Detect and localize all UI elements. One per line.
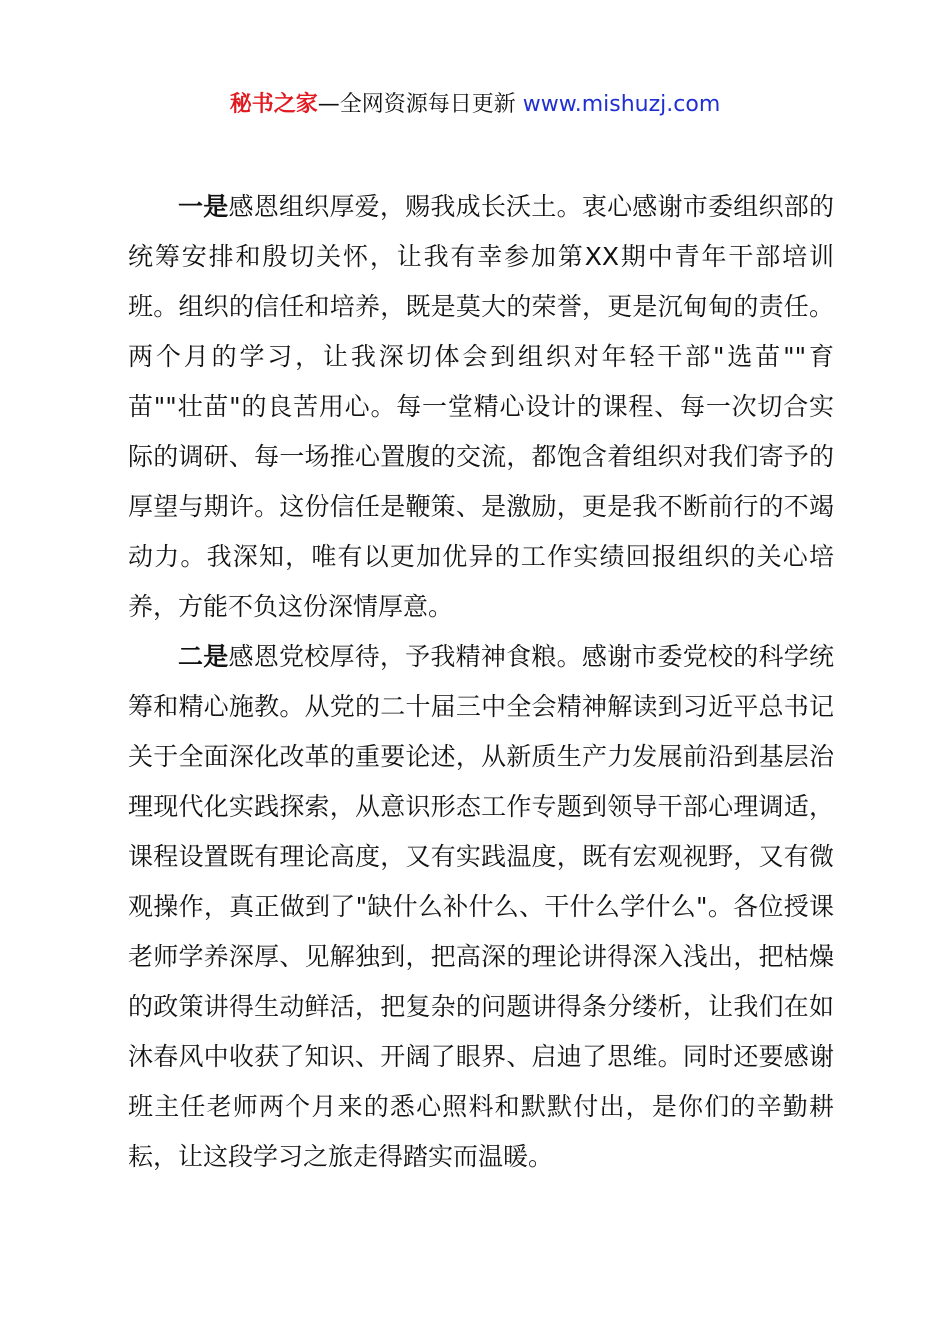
paragraph-2-lead: 二是 [178,642,229,671]
paragraph-1 [128,182,834,632]
document-body [128,182,834,1182]
paragraph-2 [128,632,834,1182]
site-header [0,88,950,122]
site-url-link[interactable]: www.mishuzj.com [522,92,721,117]
header-tagline: —全网资源每日更新 [317,92,516,117]
paragraph-2-text: 感恩党校厚待，予我精神食粮。感谢市委党校的科学统筹和精心施教。从党的二十届三中全会精神解读到习近平总书记关于全面深化改革的重要论述，从新质生产力发展前沿到基层治理现代化实践探索，从意识形态工作专题到领导干部心理调适，课程设置既有理论高度，又有实践温度，既有宏观视野，又有微观操作，真正做到了"缺什么补什么、干什么学什么"。各位授课老师学养深厚、见解独到，把高深的理论讲得深入浅出，把枯燥的政策讲得生动鲜活，把复杂的问题讲得条分缕析，让我们在如沐春风中收获了知识、开阔了眼界、启迪了思维。同时还要感谢班主任老师两个月来的悉心照料和默默付出，是你们的辛勤耕耘，让这段学习之旅走得踏实而温暖。 [128,642,834,1171]
brand-name: 秘书之家 [229,92,318,117]
paragraph-1-text: 感恩组织厚爱，赐我成长沃土。衷心感谢市委组织部的统筹安排和殷切关怀，让我有幸参加第XX期中青年干部培训班。组织的信任和培养，既是莫大的荣誉，更是沉甸甸的责任。两个月的学习，让我深切体会到组织对年轻干部"选苗""育苗""壮苗"的良苦用心。每一堂精心设计的课程、每一次切合实际的调研、每一场推心置腹的交流，都饱含着组织对我们寄予的厚望与期许。这份信任是鞭策、是激励，更是我不断前行的不竭动力。我深知，唯有以更加优异的工作实绩回报组织的关心培养，方能不负这份深情厚意。 [128,192,834,621]
paragraph-1-lead: 一是 [178,192,229,221]
